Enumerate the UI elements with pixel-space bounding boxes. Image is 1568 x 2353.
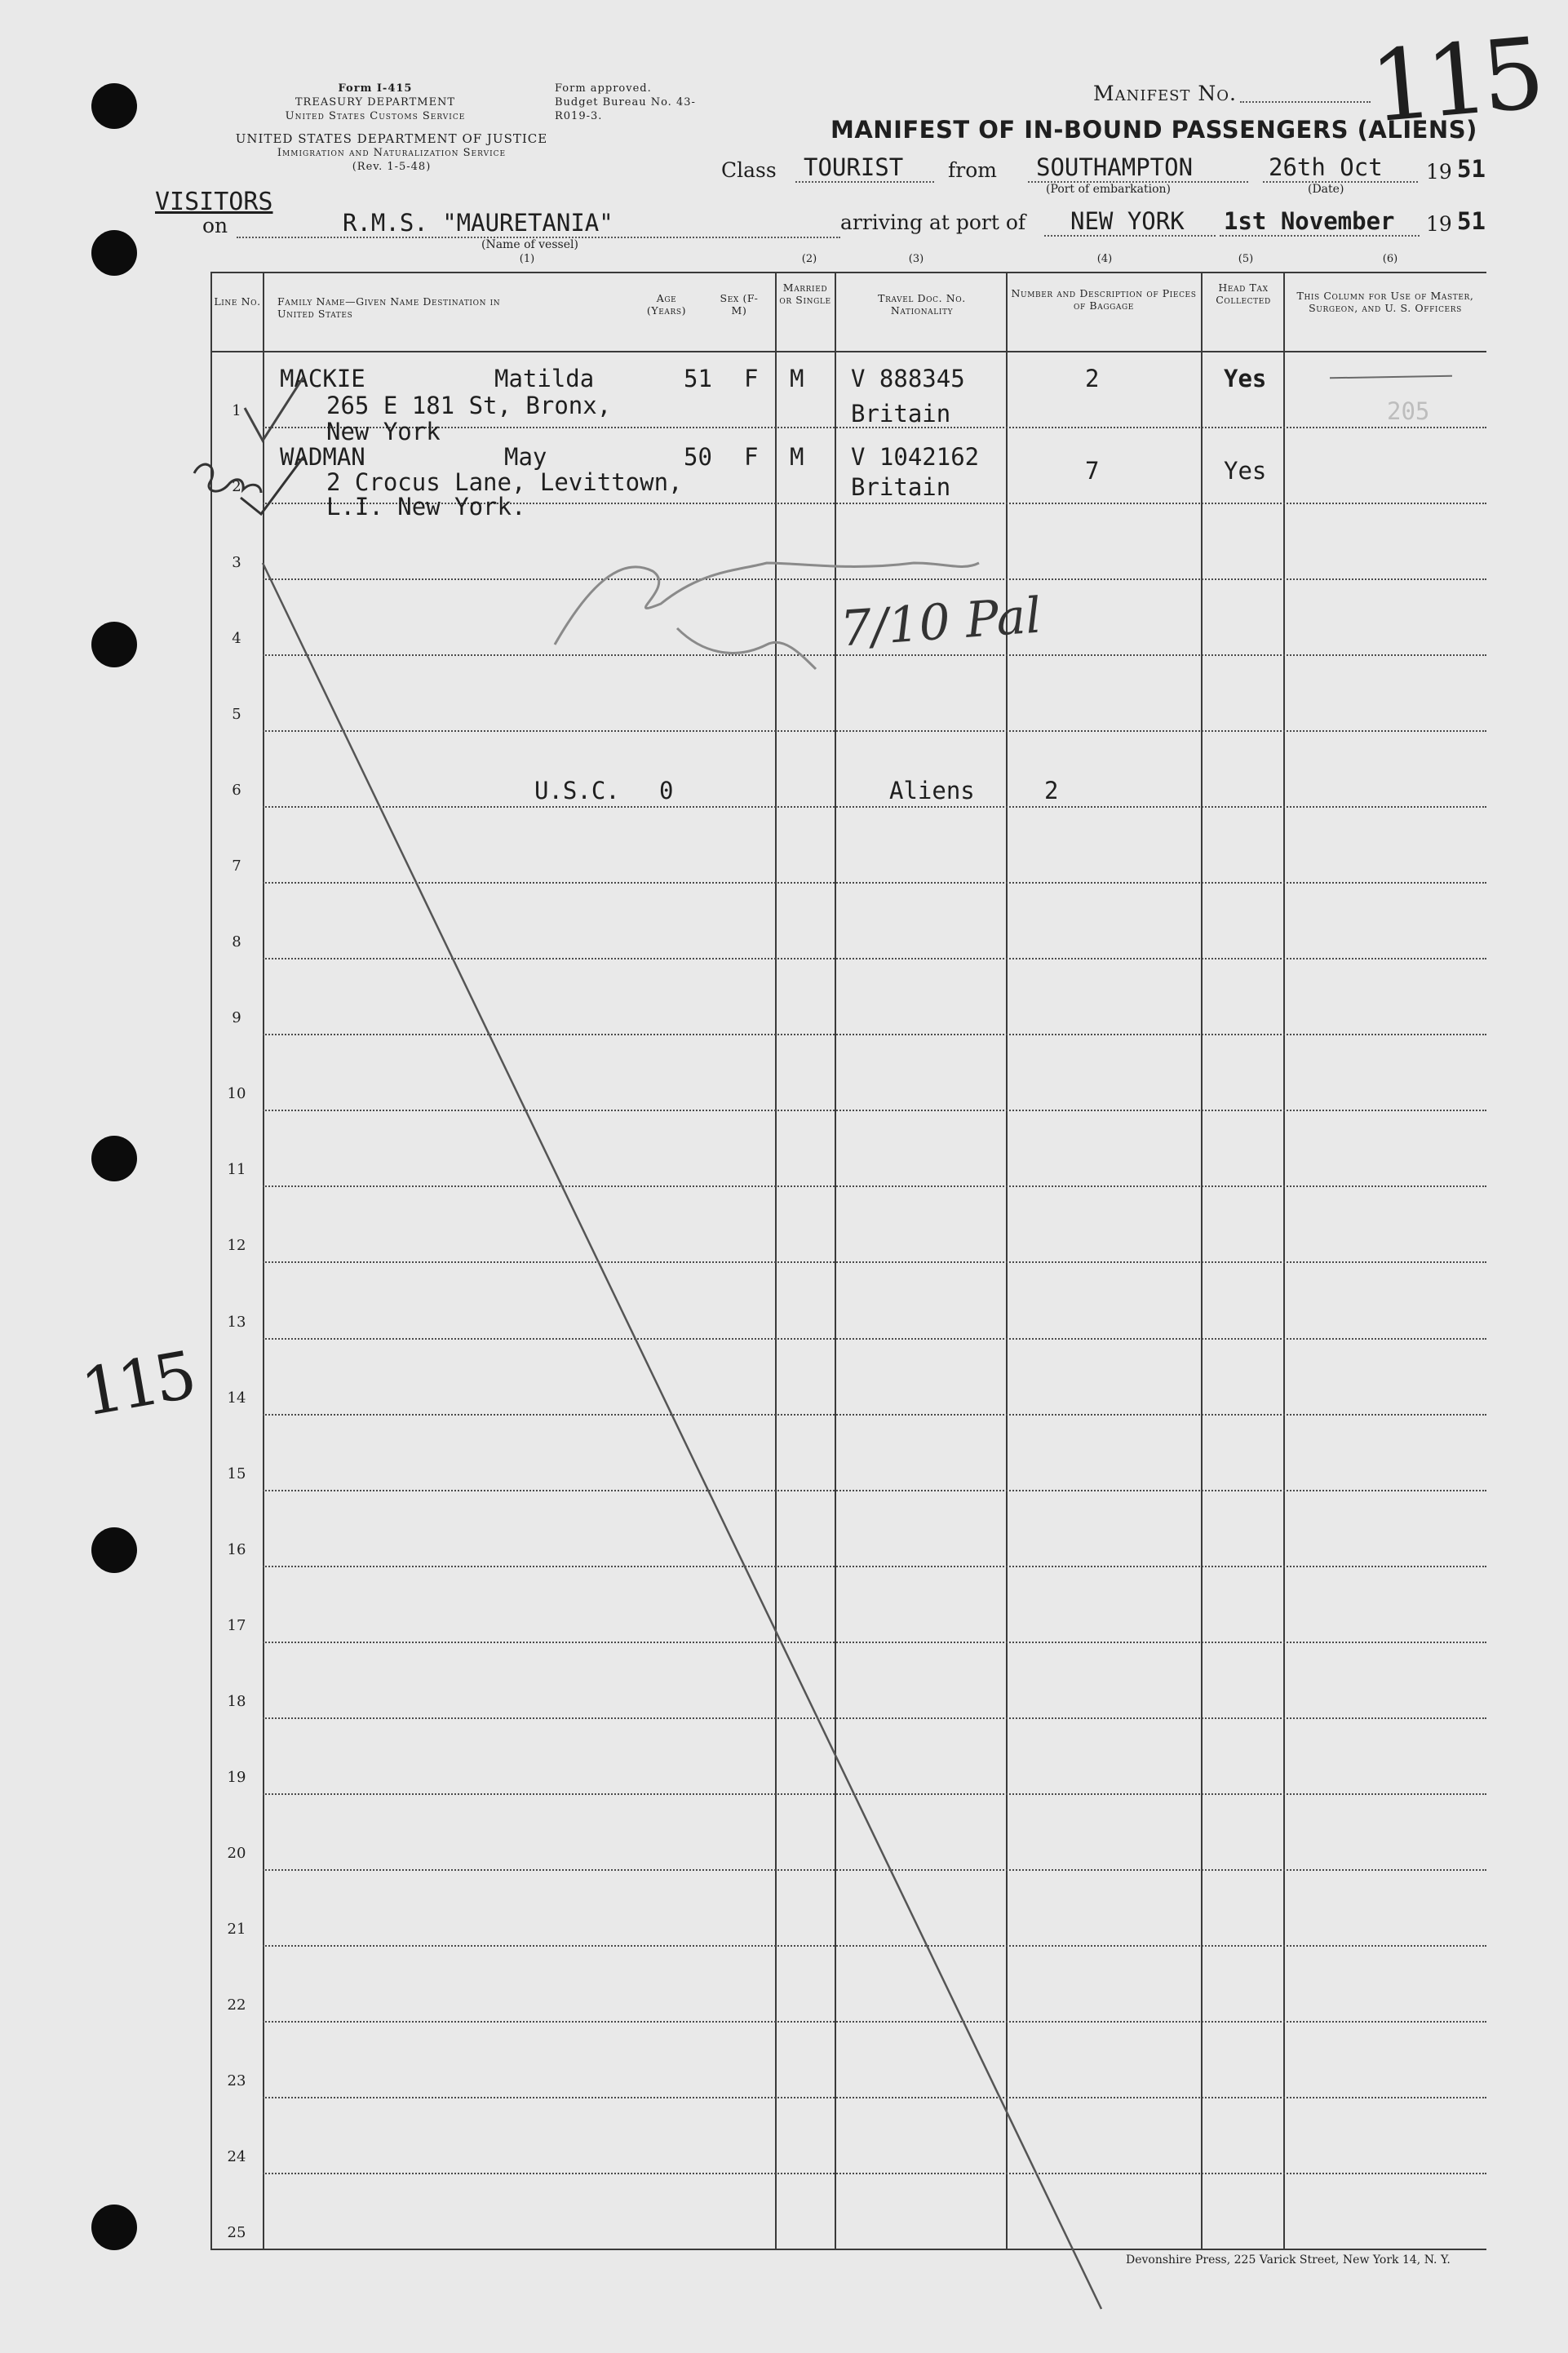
arrival-year-value: 51 bbox=[1457, 207, 1486, 235]
signature-scribble bbox=[555, 563, 979, 645]
immigration-service: Immigration and Naturalization Service bbox=[277, 147, 507, 159]
column-number: (4) bbox=[1096, 253, 1113, 265]
vessel-caption: (Name of vessel) bbox=[481, 238, 578, 251]
class-value: TOURIST bbox=[804, 153, 904, 181]
column-number: (3) bbox=[908, 253, 924, 265]
manifest-no-handwritten: 115 bbox=[1366, 17, 1543, 145]
on-label: on bbox=[202, 214, 228, 237]
line-number: 6 bbox=[232, 782, 241, 800]
diagonal-cancel-line bbox=[263, 563, 1101, 2309]
passenger-1-officer-note: 205 bbox=[1387, 397, 1430, 425]
justice-department: UNITED STATES DEPARTMENT OF JUSTICE bbox=[235, 131, 548, 146]
line-number: 23 bbox=[227, 2072, 246, 2089]
header-travel-doc: Travel Doc. No. Nationality bbox=[878, 292, 966, 317]
line-number: 14 bbox=[227, 1389, 246, 1407]
line-number: 8 bbox=[232, 933, 241, 951]
line-number: 19 bbox=[227, 1768, 246, 1786]
manifest-no-label: Manifest No. bbox=[1093, 82, 1237, 105]
passenger-2-address-1: 2 Crocus Lane, Levittown, bbox=[326, 468, 683, 496]
visitors-label: VISITORS bbox=[155, 188, 273, 216]
customs-service: United States Customs Service bbox=[285, 110, 466, 122]
passenger-1-family-name: MACKIE bbox=[280, 365, 365, 392]
class-label: Class bbox=[721, 158, 777, 182]
passenger-2-travel-doc: V 1042162 bbox=[851, 443, 980, 471]
manifest-title: MANIFEST OF IN-BOUND PASSENGERS (ALIENS) bbox=[831, 116, 1477, 144]
passenger-1-travel-doc: V 888345 bbox=[851, 365, 965, 392]
form-number: Form I-415 bbox=[338, 82, 413, 95]
signature-scribble bbox=[677, 628, 816, 669]
arrival-year-prefix: 19 bbox=[1426, 212, 1452, 236]
line-number: 15 bbox=[227, 1465, 246, 1482]
summary-aliens-label: Aliens bbox=[889, 777, 975, 804]
arrival-port: NEW YORK bbox=[1070, 207, 1185, 235]
passenger-2-married: M bbox=[790, 443, 804, 471]
passenger-2-address-2: L.I. New York. bbox=[326, 493, 526, 521]
passenger-2-given-name: May bbox=[504, 443, 547, 471]
passenger-2-sex: F bbox=[744, 443, 759, 471]
margin-initials bbox=[194, 464, 261, 496]
header-line-no: Line No. bbox=[214, 295, 261, 308]
year-value: 51 bbox=[1457, 155, 1486, 183]
passenger-1-address-1: 265 E 181 St, Bronx, bbox=[326, 392, 612, 419]
header-baggage: Number and Description of Pieces of Baggage bbox=[1011, 287, 1197, 312]
embarkation-port: SOUTHAMPTON bbox=[1036, 153, 1194, 181]
form-revision: (Rev. 1-5-48) bbox=[352, 161, 432, 173]
header-sex: Sex (F-M) bbox=[720, 292, 759, 317]
embarkation-caption: (Port of embarkation) bbox=[1046, 183, 1171, 196]
arrival-date: 1st November bbox=[1224, 207, 1395, 235]
passenger-1-sex: F bbox=[744, 365, 759, 392]
summary-usc-value: 0 bbox=[659, 777, 674, 804]
passenger-1-nationality: Britain bbox=[851, 400, 951, 428]
passenger-2-nationality: Britain bbox=[851, 473, 951, 501]
passenger-1-age: 51 bbox=[684, 365, 712, 392]
passenger-2-family-name: WADMAN bbox=[280, 443, 365, 471]
line-number: 16 bbox=[227, 1540, 246, 1558]
header-married: Married or Single bbox=[779, 281, 831, 306]
line-number: 22 bbox=[227, 1996, 246, 2014]
passenger-2-age: 50 bbox=[684, 443, 712, 471]
line-number: 3 bbox=[232, 554, 241, 572]
form-approved: Form approved. bbox=[555, 82, 652, 95]
column-number: (6) bbox=[1382, 253, 1398, 265]
line-number: 24 bbox=[227, 2147, 246, 2165]
line-number: 20 bbox=[227, 1844, 246, 1862]
passenger-2-baggage: 7 bbox=[1085, 457, 1100, 485]
column-number: (5) bbox=[1238, 253, 1254, 265]
line-number: 10 bbox=[227, 1085, 246, 1103]
summary-aliens-value: 2 bbox=[1044, 777, 1059, 804]
header-officers: This Column for Use of Master, Surgeon, and U. S. Officers bbox=[1296, 290, 1474, 314]
column-number: (2) bbox=[801, 253, 817, 265]
summary-usc-label: U.S.C. bbox=[534, 777, 620, 804]
passenger-1-address-2: New York bbox=[326, 418, 441, 445]
date-caption: (Date) bbox=[1308, 183, 1344, 196]
passenger-1-married: M bbox=[790, 365, 804, 392]
vessel-name: R.M.S. "MAURETANIA" bbox=[343, 209, 613, 237]
line-number: 12 bbox=[227, 1237, 246, 1255]
line-number: 9 bbox=[232, 1009, 241, 1027]
line-number: 7 bbox=[232, 857, 241, 875]
from-label: from bbox=[948, 158, 997, 182]
budget-bureau: Budget Bureau No. 43-R019-3. bbox=[555, 96, 696, 122]
passenger-1-head-tax: Yes bbox=[1224, 365, 1267, 392]
line-number: 11 bbox=[227, 1161, 246, 1179]
checkmark-1 bbox=[245, 377, 303, 441]
line-number: 21 bbox=[227, 1920, 246, 1938]
column-number: (1) bbox=[519, 253, 535, 265]
passenger-2-head-tax: Yes bbox=[1224, 457, 1267, 485]
line-number: 4 bbox=[232, 630, 241, 648]
header-age: Age (Years) bbox=[646, 292, 687, 317]
arriving-label: arriving at port of bbox=[840, 210, 1026, 234]
header-name: Family Name—Given Name Destination in United States bbox=[277, 295, 501, 320]
line-number: 2 bbox=[232, 478, 241, 496]
line-number: 1 bbox=[232, 402, 241, 420]
header-head-tax: Head Tax Collected bbox=[1216, 281, 1271, 306]
line-number: 18 bbox=[227, 1692, 246, 1710]
line-number: 17 bbox=[227, 1616, 246, 1634]
line-number: 25 bbox=[227, 2224, 246, 2241]
passenger-1-given-name: Matilda bbox=[494, 365, 595, 392]
embarkation-date: 26th Oct bbox=[1269, 153, 1383, 181]
line-number: 5 bbox=[232, 706, 241, 724]
line-number: 13 bbox=[227, 1313, 246, 1331]
stamp-handwritten-note: 7/10 Pal bbox=[838, 587, 1043, 658]
year-prefix: 19 bbox=[1426, 160, 1452, 184]
margin-handwritten-number: 115 bbox=[75, 1337, 197, 1431]
treasury-department: TREASURY DEPARTMENT bbox=[295, 96, 456, 109]
passenger-1-baggage: 2 bbox=[1085, 365, 1100, 392]
printer-footer: Devonshire Press, 225 Varick Street, New York 14, N. Y. bbox=[1126, 2253, 1451, 2267]
